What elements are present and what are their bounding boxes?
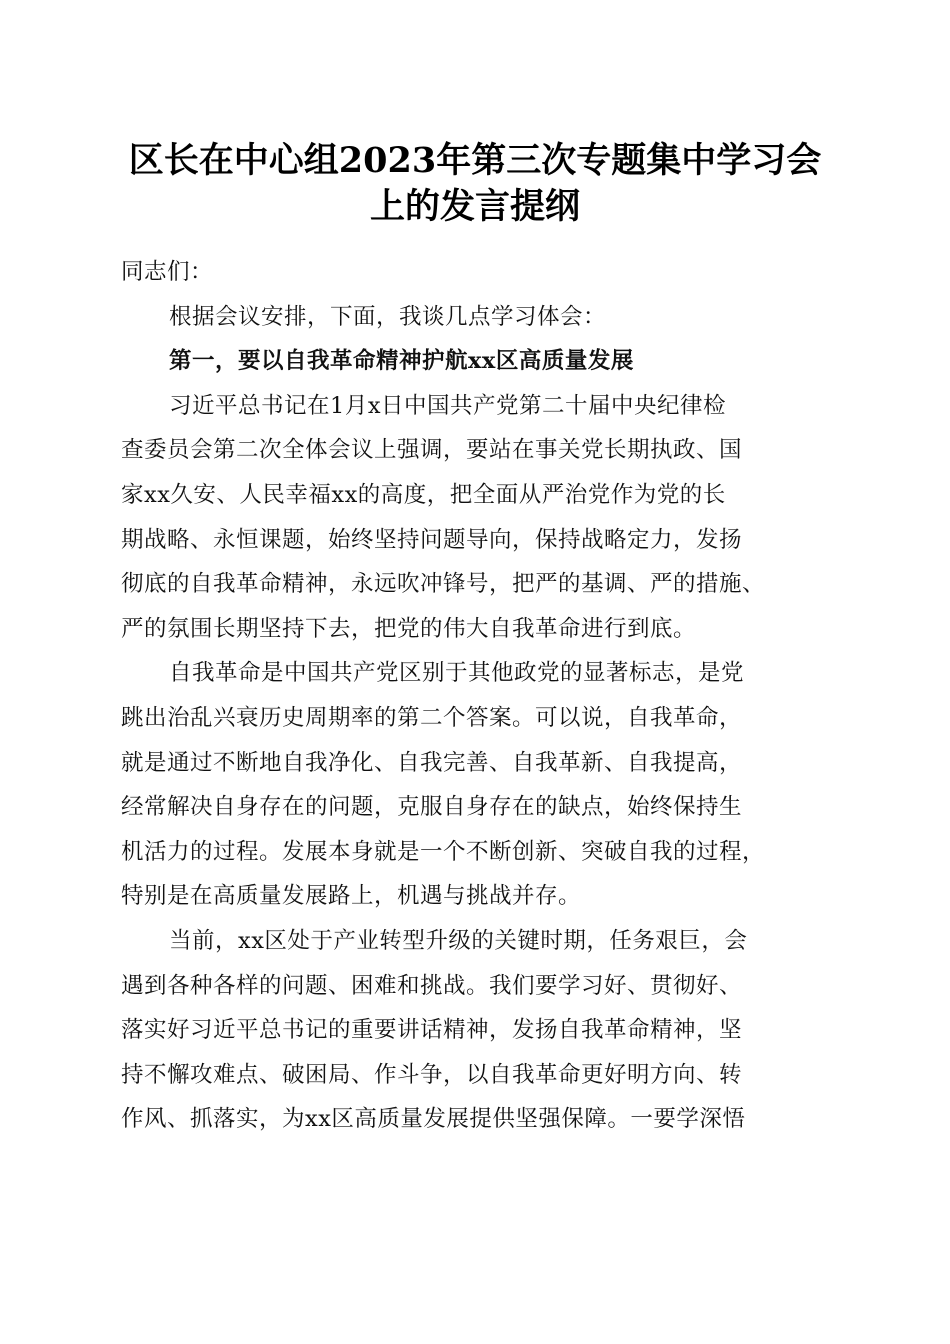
paragraph-line: 落实好习近平总书记的重要讲话精神，发扬自我革命精神，坚 (121, 1017, 743, 1044)
paragraph-line: 机活力的过程。发展本身就是一个不断创新、突破自我的过程， (121, 838, 766, 865)
paragraph-line: 自我革命是中国共产党区别于其他政党的显著标志，是党 (169, 660, 745, 687)
paragraph-line: 经常解决自身存在的问题，克服自身存在的缺点，始终保持生 (121, 794, 743, 821)
paragraph-line: 作风、抓落实，为xx区高质量发展提供坚强保障。一要学深悟 (121, 1106, 746, 1133)
paragraph-line: 查委员会第二次全体会议上强调，要站在事关党长期执政、国 (121, 437, 743, 464)
paragraph-line: 习近平总书记在1月x日中国共产党第二十届中央纪律检 (169, 392, 727, 419)
paragraph-line: 跳出治乱兴衰历史周期率的第二个答案。可以说，自我革命， (121, 704, 743, 731)
salutation: 同志们： (121, 259, 214, 285)
document-title-line-2: 上的发言提纲 (369, 186, 580, 227)
paragraph-line: 期战略、永恒课题，始终坚持问题导向，保持战略定力，发扬 (121, 526, 743, 553)
document-body (121, 250, 841, 1142)
paragraph-line: 彻底的自我革命精神，永远吹冲锋号，把严的基调、严的措施、 (121, 571, 766, 598)
paragraph-line: 就是通过不断地自我净化、自我完善、自我革新、自我提高， (121, 749, 743, 776)
paragraph-line: 根据会议安排，下面，我谈几点学习体会： (169, 303, 607, 330)
section-heading: 第一，要以自我革命精神护航xx区高质量发展 (169, 348, 634, 375)
paragraph-line: 遇到各种各样的问题、困难和挑战。我们要学习好、贯彻好、 (121, 972, 743, 999)
paragraph-line: 持不懈攻难点、破困局、作斗争，以自我革命更好明方向、转 (121, 1061, 743, 1088)
paragraph-line: 严的氛围长期坚持下去，把党的伟大自我革命进行到底。 (121, 615, 697, 642)
paragraph-line: 特别是在高质量发展路上，机遇与挑战并存。 (121, 883, 582, 910)
document-title-line-1: 区长在中心组2023年第三次专题集中学习会 (128, 140, 822, 181)
paragraph-line: 家xx久安、人民幸福xx的高度，把全面从严治党作为党的长 (121, 481, 726, 508)
paragraph-line: 当前，xx区处于产业转型升级的关键时期，任务艰巨，会 (169, 927, 748, 954)
